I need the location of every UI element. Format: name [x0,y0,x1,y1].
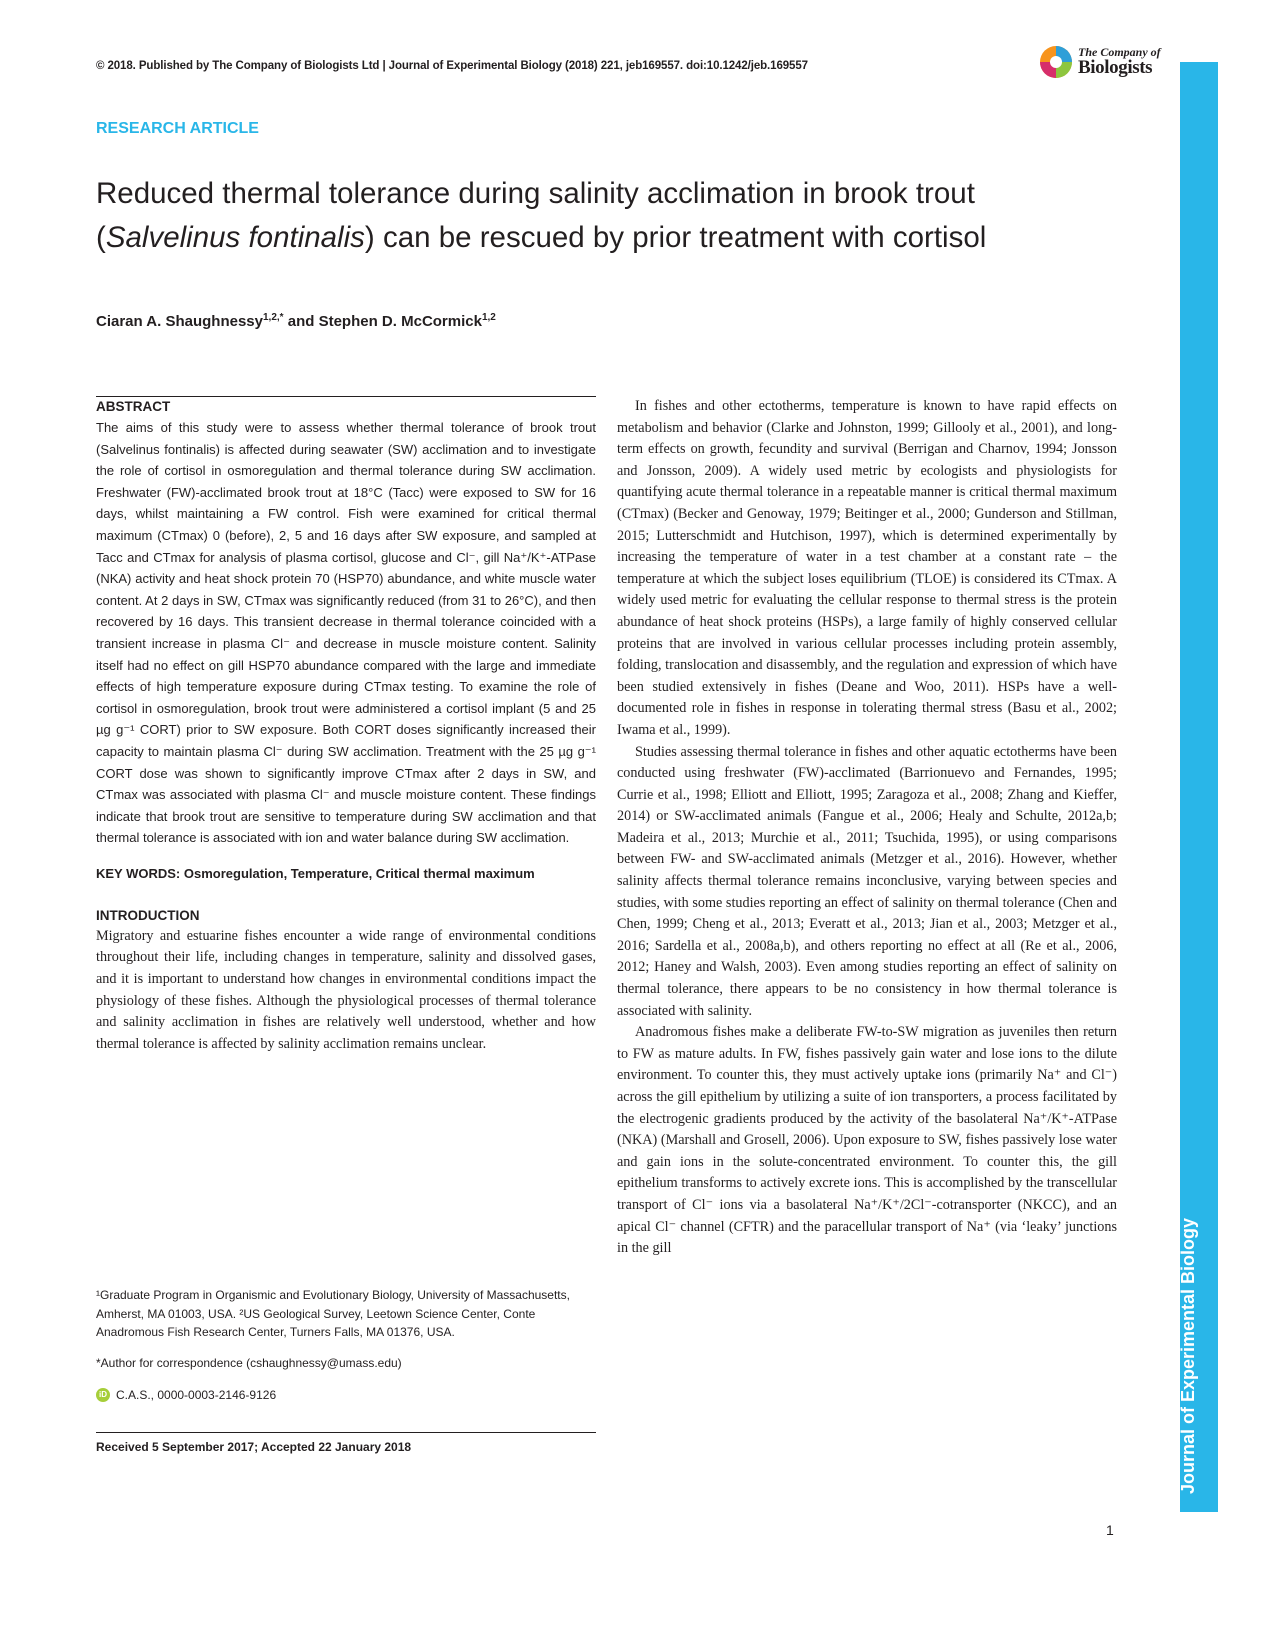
title-part-1: Reduced thermal tolerance during salinity acclimation in brook trout ( [96,177,975,254]
orcid-text[interactable]: C.A.S., 0000-0003-2146-9126 [116,1387,277,1402]
key-words [96,863,596,884]
body-paragraph-2: Studies assessing thermal tolerance in fishes and other aquatic ectotherms have been conducted using freshwater (FW)-acclimated (Barrionuevo and Fernandes, 1995; Currie et al., 1998; Elliott and Elliott, 1995; Zaragoza et al., 2008; Zhang and Kieffer, 2014) or SW-acclimated animals (Fangue et al., 2006; Healy and Schulte, 2012a,b; Madeira et al., 2013; Murchie et al., 2011; Tsuchida, 1995), or using comparisons between FW- and SW-acclimated animals (Metzger et al., 2016). However, whether salinity affects thermal tolerance remains inconclusive, varying between species and studies, with some studies reporting an effect of salinity on thermal tolerance (Chen and Chen, 1999; Cheng et al., 2013; Everatt et al., 2013; Jian et al., 2003; Metzger et al., 2016; Sardella et al., 2008a,b), and others reporting no effect at all (Re et al., 2006, 2012; Haney and Walsh, 2003). Even among studies reporting an effect of salinity on thermal tolerance, there appears to be no consistency in how thermal tolerance is associated with salinity. [617,743,1117,1019]
author-1-affiliation: 1,2,* [263,312,284,323]
paper-title [96,172,1106,260]
abstract-text: The aims of this study were to assess whether thermal tolerance of brook trout (Salvelinus fontinalis) is affected during seawater (SW) acclimation and to investigate the role of cortisol in osmoregulation and thermal tolerance during SW acclimation. Freshwater (FW)-acclimated brook trout at 18°C (Tacc) were exposed to SW for 16 days, whilst maintaining a FW control. Fish were examined for critical thermal maximum (CTmax) 0 (before), 2, 5 and 16 days after SW exposure, and sampled at Tacc and CTmax for analysis of plasma cortisol, glucose and Cl⁻, gill Na⁺/K⁺-ATPase (NKA) activity and heat shock protein 70 (HSP70) abundance, and white muscle water content. At 2 days in SW, CTmax was significantly reduced (from 31 to 26°C), and then recovered by 16 days. This transient decrease in thermal tolerance coincided with a transient increase in plasma Cl⁻ and decrease in muscle moisture content. Salinity itself had no effect on gill HSP70 abundance compared with the large and immediate effects of high temperature exposure during CTmax testing. To examine the role of cortisol in osmoregulation, brook trout were administered a cortisol implant (5 and 25 µg g⁻¹ CORT) prior to SW exposure. Both CORT doses significantly increased their capacity to maintain plasma Cl⁻ during SW acclimation. Treatment with the 25 µg g⁻¹ CORT dose was shown to significantly improve CTmax after 2 days in SW, and CTmax was associated with plasma Cl⁻ and muscle moisture content. These findings indicate that brook trout are sensitive to temperature during SW acclimation and that thermal tolerance is associated with ion and water balance during SW acclimation. [96,420,596,846]
title-part-2: ) can be rescued by prior treatment with cortisol [364,221,987,254]
logo-emblem-icon [1036,42,1076,82]
author-joiner: and [283,313,319,330]
article-type-label: RESEARCH ARTICLE [96,120,259,137]
abstract-heading: ABSTRACT [96,399,171,414]
author-2: Stephen D. McCormick [318,313,482,330]
logo-line-1: The Company of [1078,45,1161,59]
introduction-section [96,908,596,1056]
logo-line-2: Biologists [1078,57,1153,78]
introduction-paragraph-1: Migratory and estuarine fishes encounter a wide range of environmental conditions throughout their life, including changes in temperature, salinity and dissolved gases, and it is important to understand how changes in environmental conditions impact the physiology of these fishes. Although the physiological processes of thermal tolerance and salinity acclimation in fishes are relatively well understood, whether and how thermal tolerance is affected by salinity acclimation remains unclear. [96,927,596,1052]
author-2-affiliation: 1,2 [481,312,496,323]
left-column [96,396,596,1055]
received-accepted-dates: Received 5 September 2017; Accepted 22 January 2018 [96,1440,412,1454]
body-paragraph-3: Anadromous fishes make a deliberate FW-to-SW migration as juveniles then return to FW as mature adults. In FW, fishes passively gain water and lose ions to the dilute environment. To counter this, they must actively uptake ions (primarily Na⁺ and Cl⁻) across the gill epithelium by utilizing a suite of ion transporters, a process facilitated by the electrogenic gradients produced by the activity of the basolateral Na⁺/K⁺-ATPase (NKA) (Marshall and Grosell, 2006). Upon exposure to SW, fishes passively lose water and gain ions in the solute-concentrated environment. To counter this, the gill epithelium transforms to actively excrete ions. This is accomplished by the transcellular transport of Cl⁻ ions via a basolateral Na⁺/K⁺/2Cl⁻-cotransporter (NKCC), and an apical Cl⁻ channel (CFTR) and the paracellular transport of Na⁺ (via ‘leaky’ junctions in the gill [617,1024,1117,1257]
author-list [96,312,496,330]
orcid-icon[interactable]: iD [96,1388,110,1402]
footnotes [96,1286,576,1416]
introduction-heading: INTRODUCTION [96,907,200,923]
journal-citation-header: © 2018. Published by The Company of Biologists Ltd | Journal of Experimental Biology (2018) 221, jeb169557. doi:10.1242/jeb.169557 [96,60,808,72]
right-column [617,396,1117,1260]
correspondence-footnote: *Author for correspondence (cshaughnessy@umass.edu) [96,1355,402,1370]
affiliations-footnote: ¹Graduate Program in Organismic and Evolutionary Biology, University of Massachusetts, Amherst, MA 01003, USA. ²US Geological Survey, Leetown Science Center, Conte Anadromous Fish Research Center, Turners Falls, MA 01376, USA. [96,1288,570,1339]
key-words-text: Osmoregulation, Temperature, Critical thermal maximum [183,865,535,881]
orcid-line [96,1386,276,1405]
page-number: 1 [1106,1522,1114,1538]
footer-divider [96,1432,596,1433]
company-of-biologists-logo [1036,42,1166,82]
journal-side-band [1180,62,1218,1512]
title-species-italic: Salvelinus fontinalis [105,221,365,254]
key-words-label: KEY WORDS: [96,865,181,881]
abstract-top-rule [96,396,596,397]
side-band-journal-name: Journal of Experimental Biology [1178,1217,1198,1494]
body-paragraph-1: In fishes and other ectotherms, temperature is known to have rapid effects on metabolism and behavior (Clarke and Johnston, 1999; Gillooly et al., 2001), and long-term effects on growth, fecundity and survival (Berrigan and Charnov, 1994; Jonsson and Jonsson, 2009). A widely used metric by ecologists and physiologists for quantifying acute thermal tolerance in a repeatable manner is critical thermal maximum (CTmax) (Becker and Genoway, 1979; Beitinger et al., 2000; Gunderson and Stillman, 2015; Lutterschmidt and Hutchison, 1997), which is determined experimentally by increasing the temperature of water in a test chamber at a constant rate – the temperature at which the subject loses equilibrium (TLOE) is considered its CTmax. A widely used metric for evaluating the cellular response to thermal stress is the protein abundance of heat shock proteins (HSPs), a large family of highly conserved cellular proteins that are involved in various cellular processes including protein assembly, folding, translocation and disassembly, and the regulation and expression of which have been studied extensively in fishes (Deane and Woo, 2011). HSPs have a well-documented role in fishes in response in tolerating thermal stress (Basu et al., 2002; Iwama et al., 1999). [617,398,1117,738]
author-1: Ciaran A. Shaughnessy [96,313,263,330]
